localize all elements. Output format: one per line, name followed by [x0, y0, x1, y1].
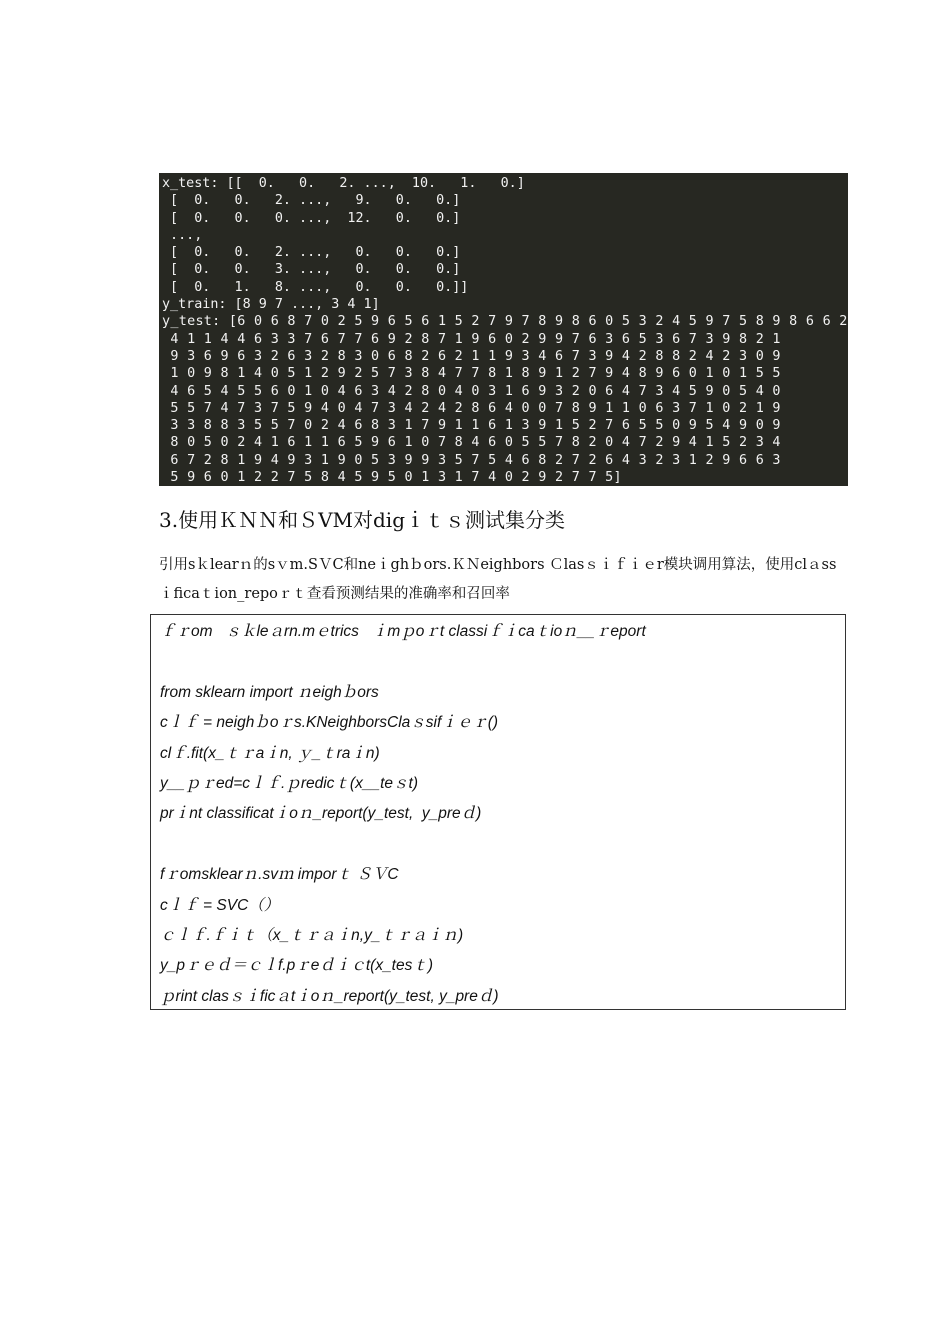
code-block	[150, 614, 846, 1010]
terminal-line: [ 0. 0. 2. ..., 0. 0. 0.]	[162, 245, 461, 261]
terminal-line: ...,	[162, 227, 203, 243]
code-line: ｃｌｆ.ｆｉｔ（x_ｔｒａｉn,y_ｔｒａｉｎ)	[160, 926, 464, 944]
terminal-output-screenshot	[159, 173, 848, 486]
terminal-line: 4 6 5 4 5 5 6 0 1 0 4 6 3 4 2 8 0 4 0 3 1 6 9 3 2 0 6 4 7 3 4 5 9 0 5 4 0	[162, 383, 781, 399]
terminal-line: 4 1 1 4 4 6 3 3 7 6 7 7 6 9 2 8 7 1 9 6 0 2 9 9 7 6 3 6 5 3 6 7 3 9 8 2 1	[162, 331, 781, 347]
terminal-line: 5 5 7 4 7 3 7 5 9 4 0 4 7 3 4 2 4 2 8 6 4 0 0 7 8 9 1 1 0 6 3 7 1 0 2 1 9	[162, 400, 781, 416]
code-line: y_pｒｅｄ＝ｃｌf.pｒeｄｉｃt(x_tesｔ)	[160, 957, 434, 975]
terminal-line: 3 3 8 8 3 5 5 7 0 2 4 6 8 3 1 7 9 1 1 6 1 3 9 1 5 2 7 6 5 5 0 9 5 4 9 0 9	[162, 418, 781, 434]
code-line	[160, 830, 845, 860]
code-line: prｉnt classificatｉoｎ_report(y_test, y_preｄ)	[160, 805, 482, 823]
section-heading: 3.使用ＫＮＮ和ＳVM对digｉｔｓ测试集分类	[159, 508, 566, 532]
terminal-line: [ 0. 0. 0. ..., 12. 0. 0.]	[162, 210, 461, 226]
code-line: clｆ.fit(x_ｔｒaｉn, ｙ_ｔraｉn)	[160, 744, 380, 762]
code-lines	[160, 617, 845, 1012]
terminal-line: 5 9 6 0 1 2 2 7 5 8 4 5 9 5 0 1 3 1 7 4 0 2 9 2 7 7 5]	[162, 470, 622, 486]
terminal-line: y_train: [8 9 7 ..., 3 4 1]	[162, 297, 380, 313]
terminal-line: [ 0. 0. 3. ..., 0. 0. 0.]	[162, 262, 461, 278]
section-paragraph: 引用sｋlearｎ的sｖm.SＶC和neｉghｂors.ＫＮeighbors Ｃlasｓｉｆｉｅr模块调用算法，使用clａssｉficaｔion_repoｒｔ查看预测结果的准确率和召回率	[159, 557, 837, 602]
terminal-line: 1 0 9 8 1 4 0 5 1 2 9 2 5 7 3 8 4 7 7 8 1 8 9 1 2 7 9 4 8 9 6 0 1 0 1 5 5	[162, 366, 781, 382]
code-line: from sklearn import ｎeighｂors	[160, 683, 379, 701]
terminal-line: 8 0 5 0 2 4 1 6 1 1 6 5 9 6 1 0 7 8 4 6 0 5 5 7 8 2 0 4 7 2 9 4 1 5 2 3 4	[162, 435, 781, 451]
terminal-line: x_test: [[ 0. 0. 2. ..., 10. 1. 0.]	[162, 176, 525, 191]
code-line: cｌｆ = neighｂoｒs.KNeighborsClaｓsifｉｅｒ()	[160, 714, 499, 732]
terminal-line: [ 0. 0. 2. ..., 9. 0. 0.]	[162, 193, 461, 209]
code-line: cｌｆ = SVC（）	[160, 896, 280, 914]
code-line: ｐrint clasｓｉficａtｉoｎ_report(y_test, y_preｄ)	[160, 987, 499, 1005]
code-line: fｒomsklearｎ.svｍ imporｔ ＳＶC	[160, 866, 399, 884]
code-line: y__ｐｒed=cｌｆ.ｐredicｔ(x__teｓt)	[160, 774, 418, 792]
code-line: ｆｒom ｓｋleａrn.mｅtrics ｉmｐoｒt classiｆｉcaｔioｎ__ｒeport	[160, 623, 646, 640]
terminal-line: [ 0. 1. 8. ..., 0. 0. 0.]]	[162, 279, 469, 295]
terminal-lines	[162, 175, 848, 486]
terminal-line: 6 7 2 8 1 9 4 9 3 1 9 0 5 3 9 9 3 5 7 5 4 6 8 2 7 2 6 4 3 2 3 1 2 9 6 6 3	[162, 452, 781, 468]
code-line	[160, 647, 845, 677]
terminal-line: 9 3 6 9 6 3 2 6 3 2 8 3 0 6 8 2 6 2 1 1 9 3 4 6 7 3 9 4 2 8 8 2 4 2 3 0 9	[162, 348, 781, 364]
terminal-line: y_test: [6 0 6 8 7 0 2 5 9 6 5 6 1 5 2 7 9 7 8 9 8 6 0 5 3 2 4 5 9 7 5 8 9 8 6 6 2	[162, 314, 848, 330]
